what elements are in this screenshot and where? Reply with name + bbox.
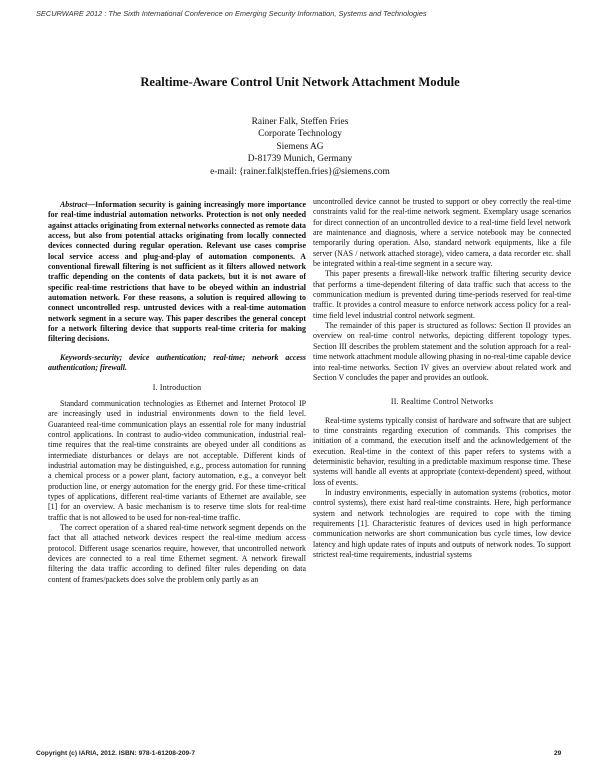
left-column [48,200,306,585]
abstract-label: Abstract [60,200,88,209]
abstract [48,200,306,345]
paragraph: Standard communication technologies as Ethernet and Internet Protocol IP are increasingly used in industrial environments down to the field level. Guaranteed real-time communication plays an essential role for many industrial control applications. In contrast to audio-video communication, industrial real-time requires that the real-time constraints are obeyed under all conditions as intermediate disturbances or delays are not acceptable. Different kinds of industrial automation may be distinguished, e.g., process automation for running a chemical process or a power plant, factory automation, e.g., a conveyor belt production line, or energy automation for the energy grid. For these time-critical types of applications, different real-time variants of Ethernet are available, see [1] for an overview. A basic mechanism is to reserve time slots for real-time traffic that is not allowed to be used for non-real-time traffic. [48,398,306,522]
paragraph: This paper presents a firewall-like network traffic filtering security device that performs a time-dependent filtering of data traffic such that access to the communication medium is prevented during time-periods reserved for real-time traffic. It provides a control measure to enforce network access policy for a real-time field level industrial control network segment. [313,269,571,320]
author-names: Rainer Falk, Steffen Fries [251,117,349,127]
author-block [0,116,600,178]
conference-header: SECURWARE 2012 : The Sixth International Conference on Emerging Security Information, Systems and Technologies [36,9,427,18]
address-line: D-81739 Munich, Germany [247,154,353,165]
section-heading-realtime-control-networks: II. Realtime Control Networks [390,397,494,407]
page-number: 29 [554,750,562,757]
email-line: e-mail: {rainer.falk|steffen.fries}@siemens.com [210,166,390,177]
abstract-text: —Information security is gaining increasingly more importance for real-time industrial automation networks. Protection is not only needed against attacks originating from external networks connected as remote data access, but also from potential attacks originating from locally connected devices connected during regular operation. Relevant use cases comprise local service access and plug-and-play of automation components. A conventional firewall filtering is not sufficient as it filters allowed network traffic depending on the contents of data packets, but it is not aware of specific real-time restrictions that have to be obeyed within an industrial automation network. For these reasons, a solution is required allowing to connect uncontrolled resp. untrusted devices with a real-time automation network segment in a secure way. This paper describes the general concept for a network filtering device that supports real-time criteria for making filtering decisions. [48,200,306,344]
right-column [313,197,571,560]
section-heading-introduction: I. Introduction [152,382,202,392]
paragraph: Real-time systems typically consist of hardware and software that are subject to time constraints regarding execution of commands. This comprises the initiation of a command, the execution itself and the acknowledgement of the execution. Real-time in the context of this paper refers to systems with a deterministic behavior, resulting in a predictable maximum response time. These systems will handle all events at appropriate (context-dependent) speed, without loss of events. [313,415,571,487]
paragraph: The correct operation of a shared real-time network segment depends on the fact that all attached network devices respect the real-time medium access protocol. Different usage scenarios require, however, that uncontrolled network devices are connected to a real time Ethernet segment. A network firewall filtering the data traffic according to defined filter rules depending on data content of frames/packets does solve the problem only partly as an [48,522,306,584]
paragraph: The remainder of this paper is structured as follows: Section II provides an overview on real-time control networks, depicting different topology types. Section III describes the problem statement and the solution approach for a real-time network attachment module allowing phasing in no-real-time capable device into real-time networks. Section IV gives an overview about related work and Section V concludes the paper and provides an outlook. [313,321,571,382]
paragraph: In industry environments, especially in automation systems (robotics, motor control systems), there exist hard real-time constraints. Here, high performance system and network technologies are required to cope with the timing requirements [1]. Characteristic features of devices used in high performance communication networks are short communication bus cycle times, low device latency and high update rates of inputs and outputs of network nodes. To support strictest real-time requirements, industrial systems [313,487,571,559]
affiliation-line-2: Siemens AG [276,141,324,152]
paragraph: uncontrolled device cannot be trusted to support or obey correctly the real-time constraints valid for the real-time network segment. Exemplary usage scenarios for direct connection of an uncontrolled device to a real-time field level network are maintenance and diagnosis, where a service notebook may be connected temporarily during operation. Also, standard network equipments, like a file server (NAS / network attached storage), video camera, a data recorder etc. shall be integrated within a real-time segment in a secure way. [313,197,571,269]
keywords: Keywords-security; device authentication; real-time; network access authentication; firewall. [48,352,306,373]
copyright-footer: Copyright (c) IARIA, 2012. ISBN: 978-1-61208-209-7 [36,750,196,757]
affiliation-line-1: Corporate Technology [258,129,342,140]
paper-title: Realtime-Aware Control Unit Network Attachment Module [140,75,460,89]
